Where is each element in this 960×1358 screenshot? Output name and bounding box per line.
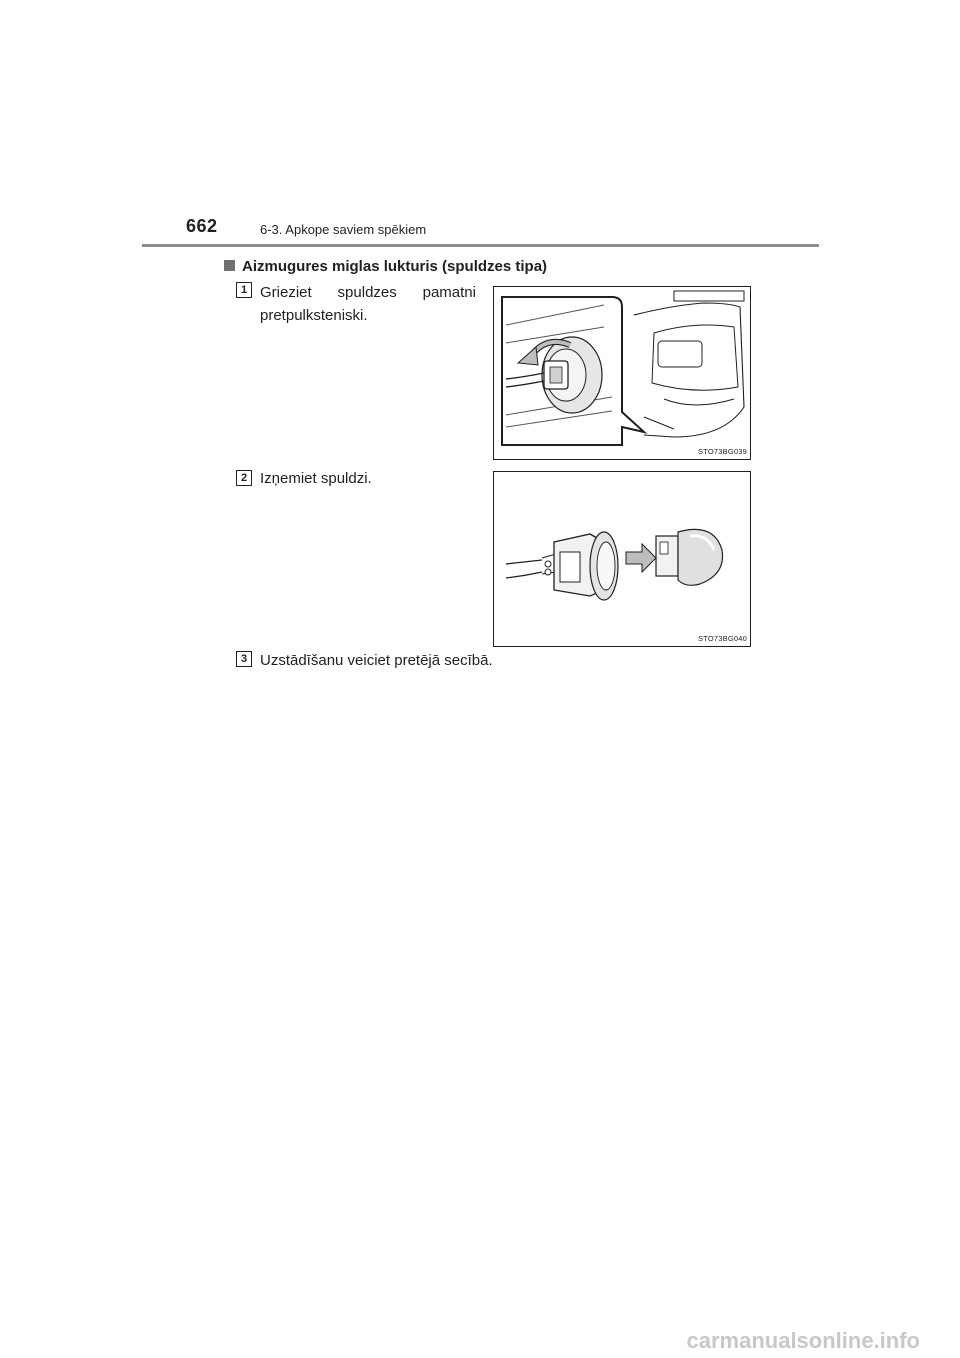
square-bullet-icon (224, 260, 235, 271)
rear-fog-light-illustration (494, 287, 750, 459)
figure-fog-light-socket (493, 286, 751, 460)
step-text-2: Izņemiet spuldzi. (260, 470, 372, 487)
subheading-text: Aizmugures miglas lukturis (spuldzes tipa) (242, 258, 548, 275)
step-text-3: Uzstādīšanu veiciet pretējā secībā. (260, 652, 493, 669)
header-rule (142, 244, 819, 247)
step-text-1: Grieziet spuldzes pamatni pretpulksteniski. (260, 284, 476, 324)
figure-bulb-removal (493, 471, 751, 647)
page-number: 662 (186, 216, 218, 236)
subheading (224, 258, 547, 275)
step-number-2: 2 (236, 470, 252, 486)
section-title: 6-3. Apkope saviem spēkiem (260, 222, 427, 237)
step-number-1: 1 (236, 282, 252, 298)
figure-code-1: STO73BG039 (698, 447, 747, 456)
figure-code-2: STO73BG040 (698, 634, 747, 643)
bulb-removal-illustration (494, 472, 750, 646)
watermark: carmanualsonline.info (686, 1328, 920, 1353)
step-number-3: 3 (236, 651, 252, 667)
